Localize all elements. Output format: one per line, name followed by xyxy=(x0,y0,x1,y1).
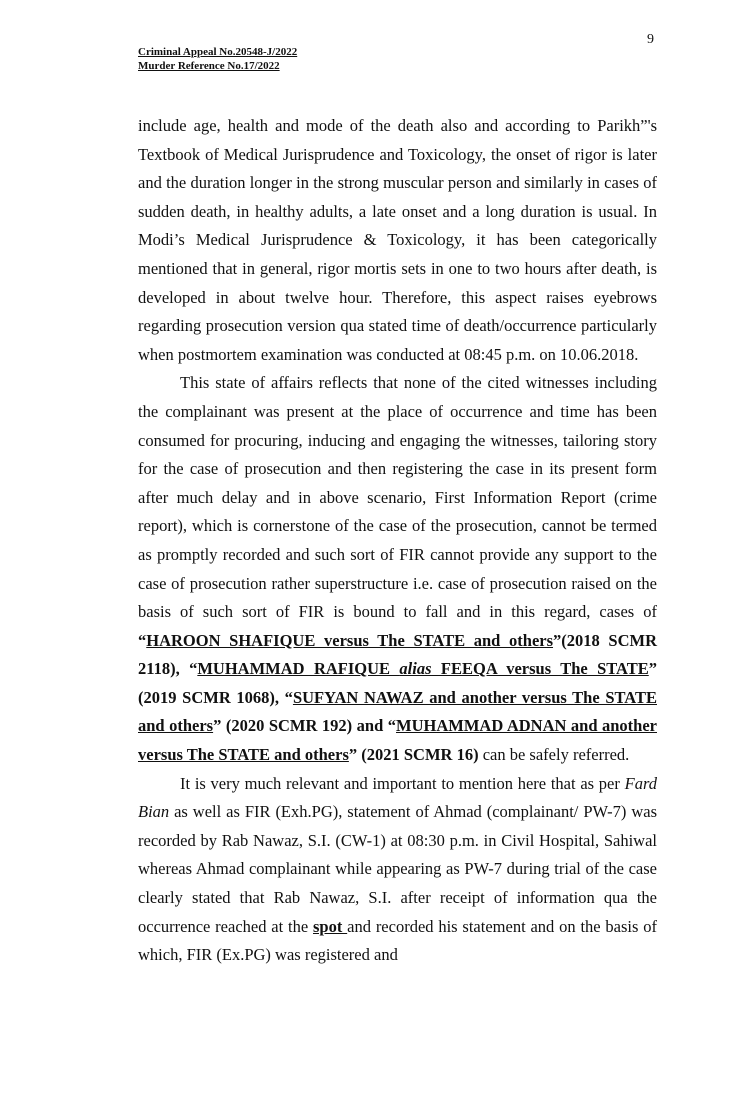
case-name-2b: FEEQA versus The STATE xyxy=(431,659,649,679)
case-name-2a: MUHAMMAD RAFIQUE xyxy=(197,659,400,679)
case-header xyxy=(138,45,297,73)
para3-end: and recorded his statement and on the basis of which, FIR (Ex.PG) was registered and xyxy=(138,916,657,965)
fard-bian-term: Fard Bian xyxy=(138,773,657,822)
case-citation-2: ” (2019 SCMR 1068), “ xyxy=(138,659,657,707)
paragraph-fir-delay xyxy=(138,369,657,769)
case-name-3: SUFYAN NAWAZ and another versus The STATE and others xyxy=(138,687,657,736)
case-citation-4: ” (2021 SCMR 16) xyxy=(348,745,479,765)
header-appeal-number: Criminal Appeal No.20548-J/2022 xyxy=(138,46,298,58)
case-citation-3: ” (2020 SCMR 192) and “ xyxy=(213,716,397,736)
para2-intro: This state of affairs reflects that none of the cited witnesses including the complainant was present at the place of occurrence and time has been consumed for procuring, inducing and engaging the witnesses, tailoring story for the case of prosecution and then registering the case in its present form after much delay and in above scenario, First Information Report (crime report), which is cornerstone of the case of the prosecution, cannot be termed as promptly recorded and such sort of FIR cannot provide any support to the case of prosecution rather superstructure i.e. case of prosecution raised on the basis of such sort of FIR is bound to fall and in this regard, cases of xyxy=(138,373,657,622)
paragraph-rigor-mortis: include age, health and mode of the death also and according to Parikh”'s Textbook of Medical Jurisprudence and Toxicology, the onset of rigor is later and the duration longer in the strong muscular person and similarly in cases of sudden death, in healthy adults, a late onset and a long duration is usual. In Modi’s Medical Jurisprudence & Toxicology, it has been categorically mentioned that in general, rigor mortis sets in one to two hours after death, is developed in about twelve hour. Therefore, this aspect raises eyebrows regarding prosecution version qua stated time of death/occurrence particularly when postmortem examination was conducted at 08:45 p.m. on 10.06.2018. xyxy=(138,116,657,364)
case-citation-1-quote: “ xyxy=(138,630,147,650)
para3-mid: as well as FIR (Exh.PG), statement of Ahmad (complainant/ PW-7) was recorded by Rab Nawaz, S.I. (CW-1) at 08:30 p.m. in Civil Hospital, Sahiwal whereas Ahmad complainant while appearing as PW-7 during trial of the case clearly stated that Rab Nawaz, S.I. after receipt of information qua the occurrence reached at the xyxy=(138,802,657,936)
page-number: 9 xyxy=(647,32,654,47)
header-reference-number: Murder Reference No.17/2022 xyxy=(138,60,280,72)
case-name-1: HAROON SHAFIQUE versus The STATE and others xyxy=(146,630,554,650)
para3-intro: It is very much relevant and important to mention here that as per xyxy=(180,773,625,793)
case-name-2-alias: alias xyxy=(399,659,432,679)
paragraph-fard-bian xyxy=(138,770,657,970)
judgment-body xyxy=(138,112,657,970)
case-name-4: MUHAMMAD ADNAN and another versus The STATE and others xyxy=(138,716,657,765)
spot-term: spot xyxy=(313,916,348,936)
para2-outro: can be safely referred. xyxy=(478,745,630,765)
case-citation-1: ”(2018 SCMR 2118), “ xyxy=(138,630,658,679)
